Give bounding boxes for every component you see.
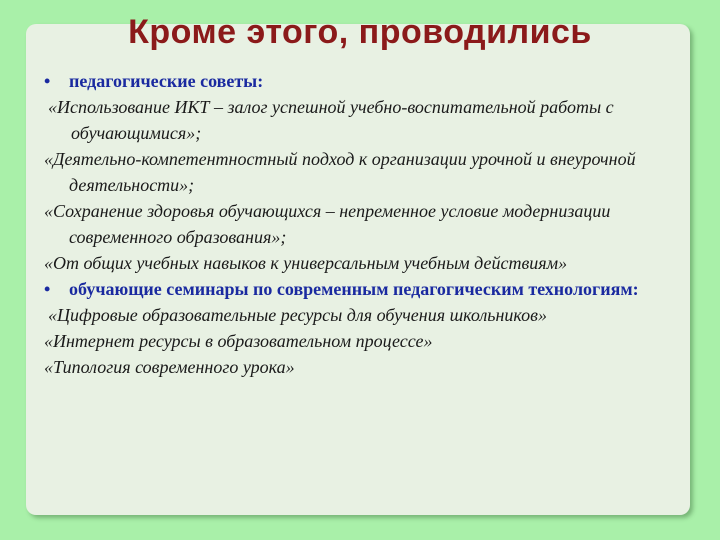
seminars-heading: обучающие семинары по современным педагогическим технологиям: bbox=[69, 279, 639, 299]
list-item: «Интернет ресурсы в образовательном процессе» bbox=[44, 331, 433, 351]
list-item: «Использование ИКТ – залог успешной учебно-воспитательной работы с обучающимися»; bbox=[48, 97, 614, 143]
slide-content bbox=[44, 68, 684, 380]
councils-heading: педагогические советы: bbox=[69, 71, 264, 91]
bullet-icon: • bbox=[44, 279, 51, 299]
slide-title: Кроме этого, проводились bbox=[128, 13, 592, 51]
bullet-heading-councils bbox=[44, 68, 684, 94]
bullet-heading-seminars bbox=[44, 276, 684, 302]
list-item: «Типология современного урока» bbox=[44, 357, 295, 377]
list-item: «Сохранение здоровья обучающихся – непременное условие модернизации современного образования»; bbox=[44, 201, 611, 247]
list-item: «Деятельно-компетентностный подход к организации урочной и внеурочной деятельности»; bbox=[44, 149, 636, 195]
list-item: «От общих учебных навыков к универсальным учебным действиям» bbox=[44, 253, 568, 273]
bullet-icon: • bbox=[44, 71, 51, 91]
list-item: «Цифровые образовательные ресурсы для обучения школьников» bbox=[48, 305, 547, 325]
